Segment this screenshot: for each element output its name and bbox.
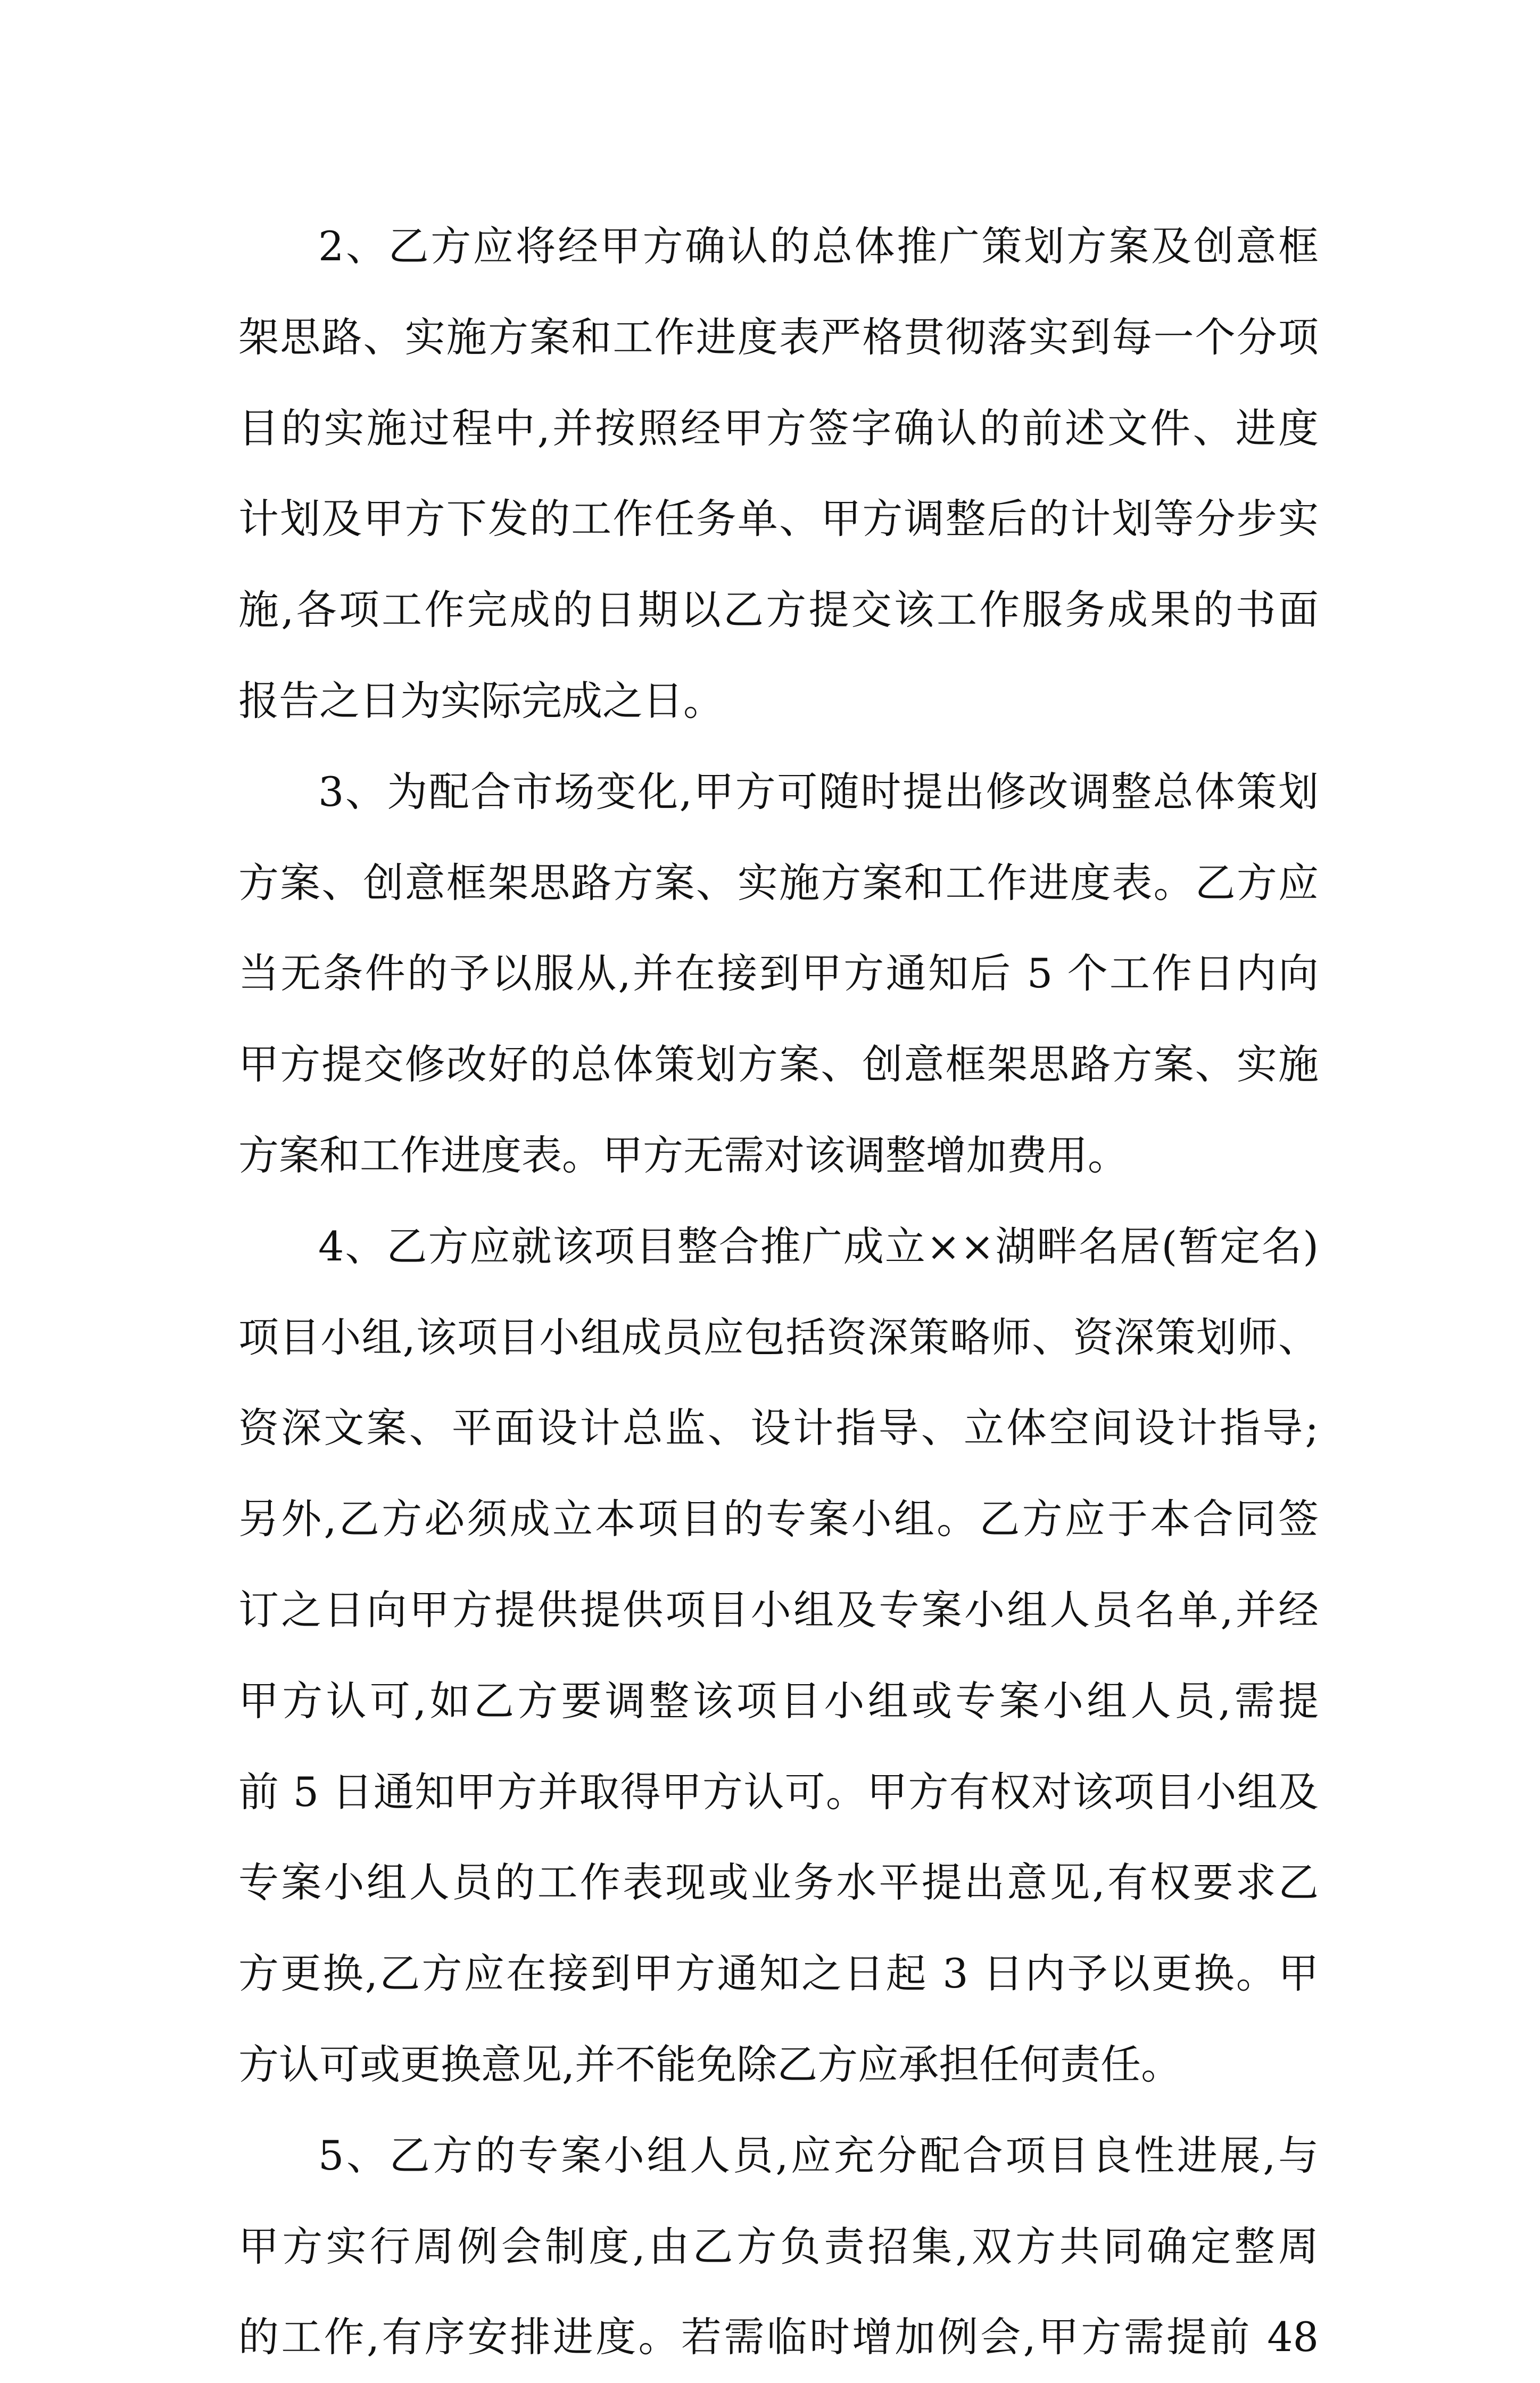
- clause-5-paragraph: [238, 2110, 1319, 2383]
- text-line: 专案小组人员的工作表现或业务水平提出意见,有权要求乙: [238, 1859, 1319, 1907]
- text-line: 3、为配合市场变化,甲方可随时提出修改调整总体策划: [318, 768, 1319, 815]
- text-line: 目的实施过程中,并按照经甲方签字确认的前述文件、进度: [238, 404, 1319, 452]
- text-line: 方案、创意框架思路方案、实施方案和工作进度表。乙方应: [238, 859, 1319, 906]
- text-line: 项目小组,该项目小组成员应包括资深策略师、资深策划师、: [238, 1313, 1319, 1361]
- text-line: 2、乙方应将经甲方确认的总体推广策划方案及创意框: [318, 222, 1319, 270]
- text-line: 的工作,有序安排进度。若需临时增加例会,甲方需提前 48: [238, 2313, 1319, 2361]
- text-line: 4、乙方应就该项目整合推广成立××湖畔名居(暂定名): [318, 1222, 1319, 1270]
- text-line: 架思路、实施方案和工作进度表严格贯彻落实到每一个分项: [238, 313, 1319, 361]
- clause-3-paragraph: [238, 747, 1319, 1201]
- text-line: 订之日向甲方提供提供项目小组及专案小组人员名单,并经: [238, 1586, 1319, 1634]
- document-body: [238, 201, 1319, 2383]
- text-line: 方案和工作进度表。甲方无需对该调整增加费用。: [238, 1131, 1128, 1179]
- text-line: 施,各项工作完成的日期以乙方提交该工作服务成果的书面: [238, 586, 1319, 634]
- text-line: 方更换,乙方应在接到甲方通知之日起 3 日内予以更换。甲: [238, 1950, 1319, 1998]
- text-line: 方认可或更换意见,并不能免除乙方应承担任何责任。: [238, 2040, 1182, 2088]
- text-line: 计划及甲方下发的工作任务单、甲方调整后的计划等分步实: [238, 495, 1319, 543]
- text-line: 甲方认可,如乙方要调整该项目小组或专案小组人员,需提: [238, 1677, 1319, 1725]
- text-line: 当无条件的予以服从,并在接到甲方通知后 5 个工作日内向: [238, 950, 1319, 997]
- text-line: 报告之日为实际完成之日。: [238, 677, 724, 724]
- text-line: 甲方实行周例会制度,由乙方负责招集,双方共同确定整周: [238, 2222, 1319, 2270]
- clause-4-paragraph: [238, 1201, 1319, 2110]
- text-line: 甲方提交修改好的总体策划方案、创意框架思路方案、实施: [238, 1041, 1319, 1089]
- text-line: 前 5 日通知甲方并取得甲方认可。甲方有权对该项目小组及: [238, 1768, 1319, 1816]
- text-line: 资深文案、平面设计总监、设计指导、立体空间设计指导;: [238, 1404, 1319, 1452]
- text-line: 另外,乙方必须成立本项目的专案小组。乙方应于本合同签: [238, 1495, 1319, 1543]
- clause-2-paragraph: [238, 201, 1319, 747]
- text-line: 5、乙方的专案小组人员,应充分配合项目良性进展,与: [318, 2131, 1319, 2179]
